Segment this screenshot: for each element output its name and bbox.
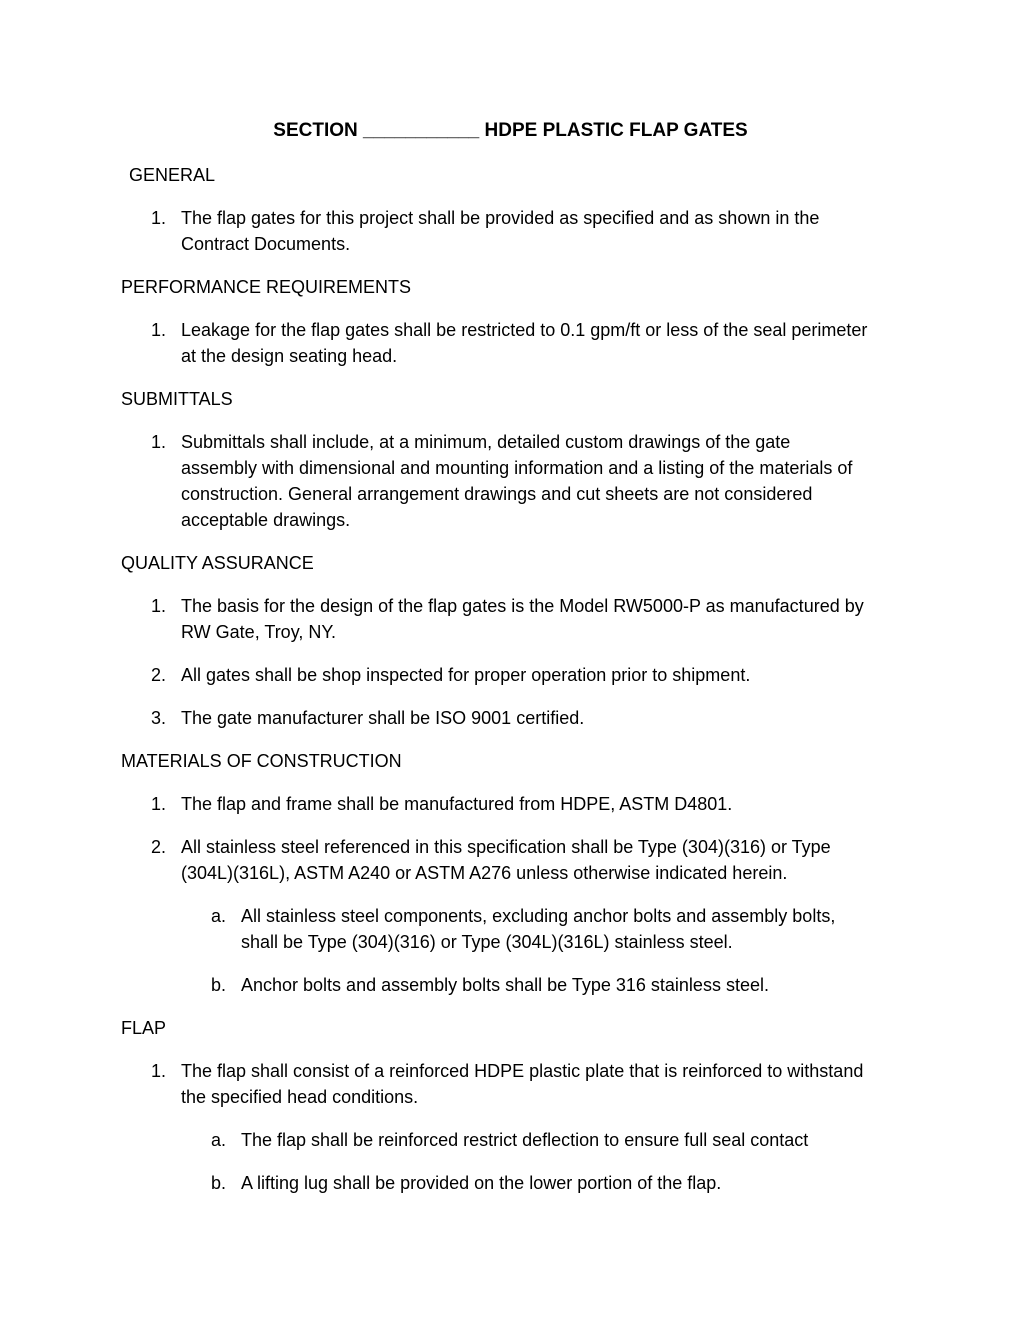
sub-list-item	[211, 1170, 900, 1196]
sub-list-item	[211, 972, 900, 998]
item-marker: 1.	[151, 208, 167, 228]
item-text: All gates shall be shop inspected for proper operation prior to shipment.	[181, 665, 751, 685]
item-marker: a.	[211, 1130, 227, 1150]
document-title: SECTION ___________ HDPE PLASTIC FLAP GATES	[273, 120, 748, 141]
item-text: A lifting lug shall be provided on the lower portion of the flap.	[241, 1173, 722, 1193]
list-item	[151, 429, 900, 533]
item-marker: b.	[211, 1173, 227, 1193]
item-text: Anchor bolts and assembly bolts shall be Type 316 stainless steel.	[241, 975, 769, 995]
list-item	[151, 317, 900, 369]
item-text: Leakage for the flap gates shall be restricted to 0.1 gpm/ft or less of the seal perimeter at the design seating head.	[181, 320, 868, 366]
item-text: Submittals shall include, at a minimum, detailed custom drawings of the gate assembly with dimensional and mounting information and a listing of the materials of construction. General arrangement drawings and cut sheets are not considered acceptable drawings.	[181, 432, 853, 530]
item-marker: 1.	[151, 432, 167, 452]
item-text: The flap shall be reinforced restrict deflection to ensure full seal contact	[241, 1130, 809, 1150]
list-item	[151, 1058, 900, 1110]
item-marker: 1.	[151, 320, 167, 340]
item-text: The flap gates for this project shall be provided as specified and as shown in the Contract Documents.	[181, 208, 820, 254]
item-text: The flap and frame shall be manufactured from HDPE, ASTM D4801.	[181, 794, 733, 814]
sub-list-item	[211, 903, 900, 955]
list-item	[151, 705, 900, 731]
item-marker: 1.	[151, 596, 167, 616]
item-marker: a.	[211, 906, 227, 926]
item-marker: 2.	[151, 837, 167, 857]
item-text: The basis for the design of the flap gates is the Model RW5000-P as manufactured by RW Gate, Troy, NY.	[181, 596, 864, 642]
item-text: The flap shall consist of a reinforced HDPE plastic plate that is reinforced to withstand the specified head conditions.	[181, 1061, 864, 1107]
list-item	[151, 593, 900, 645]
section-heading-submittals: SUBMITTALS	[121, 389, 233, 409]
list-item	[151, 834, 900, 886]
section-heading-general: GENERAL	[129, 165, 216, 185]
item-text: All stainless steel referenced in this specification shall be Type (304)(316) or Type (304L)(316L), ASTM A240 or ASTM A276 unless otherwise indicated herein.	[181, 837, 831, 883]
item-marker: 2.	[151, 665, 167, 685]
item-text: The gate manufacturer shall be ISO 9001 certified.	[181, 708, 585, 728]
sub-list-item	[211, 1127, 900, 1153]
list-item	[151, 205, 900, 257]
section-heading-materials-of-construction: MATERIALS OF CONSTRUCTION	[121, 751, 402, 771]
item-marker: b.	[211, 975, 227, 995]
section-heading-flap: FLAP	[121, 1018, 167, 1038]
item-marker: 1.	[151, 1061, 167, 1081]
item-text: All stainless steel components, excluding anchor bolts and assembly bolts, shall be Type (304)(316) or Type (304L)(316L) stainless steel.	[241, 906, 836, 952]
item-marker: 3.	[151, 708, 167, 728]
item-marker: 1.	[151, 794, 167, 814]
section-heading-performance-requirements: PERFORMANCE REQUIREMENTS	[121, 277, 412, 297]
list-item	[151, 791, 900, 817]
list-item	[151, 662, 900, 688]
section-heading-quality-assurance: QUALITY ASSURANCE	[121, 553, 314, 573]
